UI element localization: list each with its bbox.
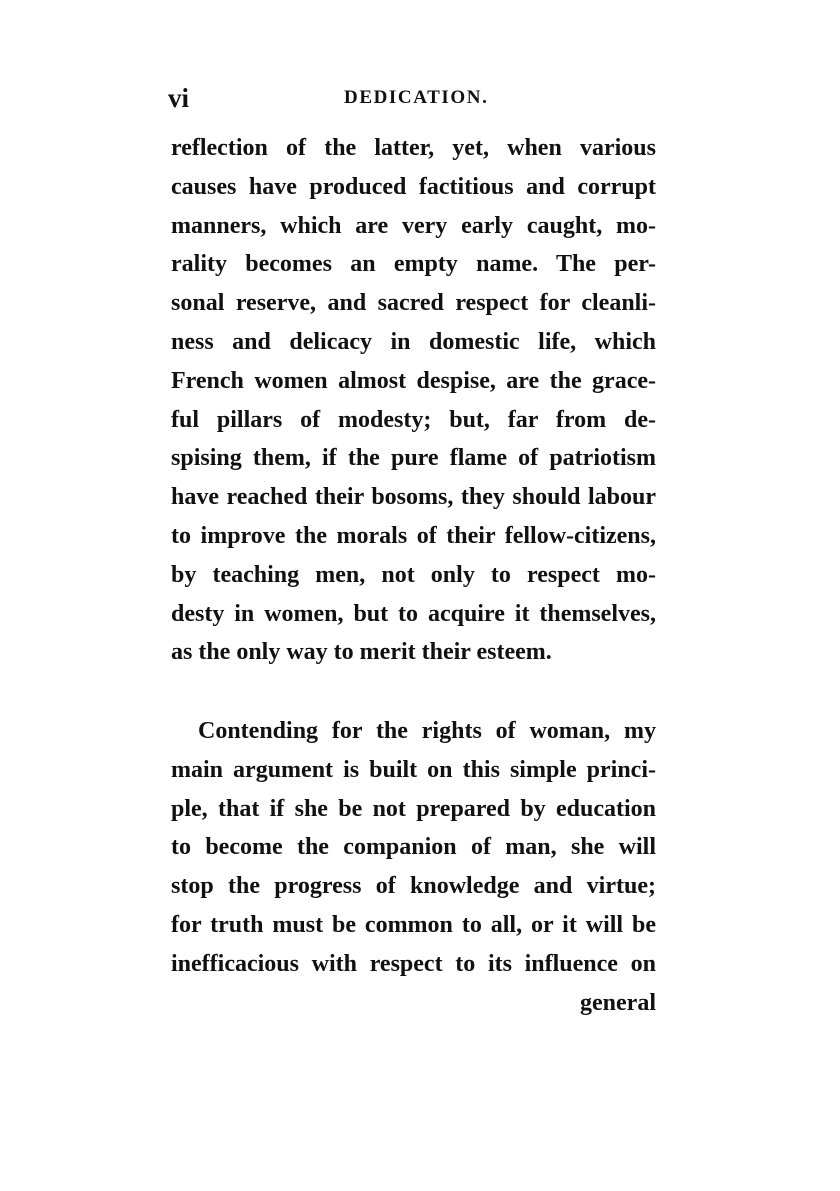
text-line: spising them, if the pure flame of patriotism — [171, 445, 656, 472]
text-line: by teaching men, not only to respect mo- — [171, 561, 656, 588]
paragraph-2 — [171, 712, 656, 984]
page-number: vi — [168, 83, 190, 113]
catchword — [171, 984, 656, 1023]
text-line: inefficacious with respect to its influence on — [171, 950, 656, 977]
paragraph-1 — [171, 129, 656, 672]
text-line: manners, which are very early caught, mo- — [171, 212, 656, 239]
text-line: reflection of the latter, yet, when various — [171, 135, 656, 161]
text-line: ful pillars of modesty; but, far from de- — [171, 406, 656, 433]
text-line: desty in women, but to acquire it themselves, — [171, 600, 656, 627]
catchword-text: general — [580, 990, 656, 1016]
text-line: Contending for the rights of woman, my — [198, 718, 656, 744]
running-head — [168, 80, 658, 116]
text-line: ness and delicacy in domestic life, which — [171, 328, 656, 355]
text-line: have reached their bosoms, they should labour — [171, 484, 656, 511]
running-head-title: DEDICATION. — [344, 87, 489, 108]
text-line: for truth must be common to all, or it will be — [171, 911, 656, 938]
text-line: main argument is built on this simple princi- — [171, 756, 656, 783]
text-line: French women almost despise, are the grace- — [171, 367, 656, 394]
text-line: to improve the morals of their fellow-citizens, — [171, 522, 656, 549]
text-line: rality becomes an empty name. The per- — [171, 251, 656, 278]
text-line: causes have produced factitious and corrupt — [171, 173, 656, 200]
text-line: sonal reserve, and sacred respect for cleanli- — [171, 290, 656, 317]
text-line: ple, that if she be not prepared by education — [171, 795, 656, 822]
text-line: as the only way to merit their esteem. — [171, 639, 552, 666]
text-line: to become the companion of man, she will — [171, 834, 656, 861]
text-line: stop the progress of knowledge and virtue; — [171, 873, 656, 900]
